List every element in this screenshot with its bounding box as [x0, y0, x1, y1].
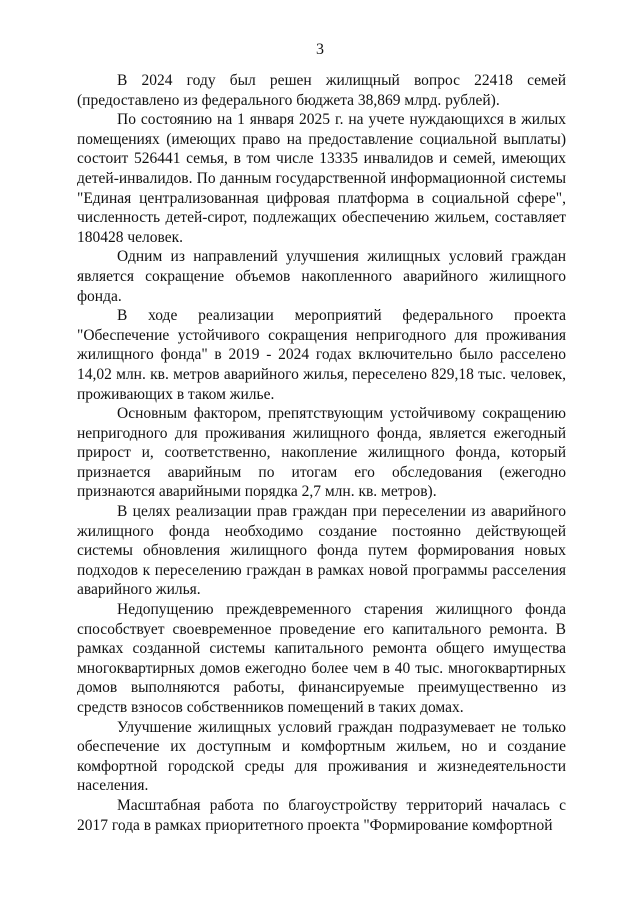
paragraph-waiting-list-2025: По состоянию на 1 января 2025 г. на учете нуждающихся в жилых помещениях (имеющих право на предоставление социальной выплаты) состоит 526441 семья, в том числе 13335 инвалидов и семей, имеющих детей-инвалидов. По данным государственной информационной системы "Единая централизованная цифровая платформа в социальной сфере", численность детей-сирот, подлежащих обеспечению жильем, составляет 180428 человек.	[77, 111, 566, 246]
document-body	[77, 71, 566, 835]
paragraph-capital-repair: Недопущению преждевременного старения жилищного фонда способствует своевременное проведение его капитального ремонта. В рамках созданной системы капитального ремонта общего имущества многоквартирных домов ежегодно более чем в 40 тыс. многоквартирных домов выполняются работы, финансируемые преимущественно из средств взносов собственников помещений в таких домах.	[77, 601, 566, 716]
page-number: 3	[316, 41, 324, 58]
paragraph-main-factor: Основным фактором, препятствующим устойчивому сокращению непригодного для проживания жилищного фонда, является ежегодный прирост и, соответственно, накопление жилищного фонда, который признается аварийным по итогам его обследования (ежегодно признаются аварийными порядка 2,7 млн. кв. метров).	[77, 405, 566, 501]
paragraph-emergency-fund-reduction: Одним из направлений улучшения жилищных условий граждан является сокращение объемов накопленного аварийного жилищного фонда.	[77, 248, 566, 305]
paragraph-housing-resolved-2024: В 2024 году был решен жилищный вопрос 22418 семей (предоставлено из федерального бюджета 38,869 млрд. рублей).	[77, 72, 566, 109]
paragraph-urban-environment: Улучшение жилищных условий граждан подразумевает не только обеспечение их доступным и комфортным жильем, но и создание комфортной городской среды для проживания и жизнедеятельности населения.	[77, 718, 566, 795]
paragraph-improvement-since-2017: Масштабная работа по благоустройству территорий началась с 2017 года в рамках приоритетного проекта "Формирование комфортной	[77, 796, 566, 834]
paragraph-resettlement-rights: В целях реализации прав граждан при переселении из аварийного жилищного фонда необходимо создание постоянно действующей системы обновления жилищного фонда путем формирования новых подходов к переселению граждан в рамках новой программы расселения аварийного жилья.	[77, 503, 566, 599]
paragraph-federal-project-results: В ходе реализации мероприятий федерального проекта "Обеспечение устойчивого сокращения непригодного для проживания жилищного фонда" в 2019 - 2024 годах включительно было расселено 14,02 млн. кв. метров аварийного жилья, переселено 829,18 тыс. человек, проживающих в таком жилье.	[77, 307, 566, 403]
